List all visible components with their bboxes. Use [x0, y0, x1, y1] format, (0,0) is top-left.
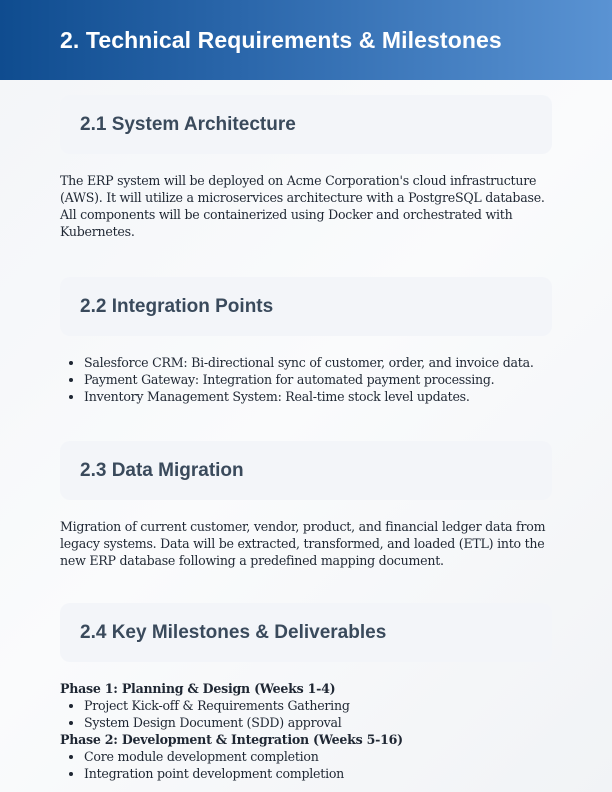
list-item: • Core module development completion	[84, 748, 552, 765]
integration-list	[60, 354, 552, 405]
document-body	[0, 80, 612, 782]
section-heading-box	[60, 277, 552, 336]
list-item: • Integration point development completion	[84, 765, 552, 782]
phase-list	[60, 748, 552, 782]
section-heading: 2.4 Key Milestones & Deliverables	[80, 621, 387, 643]
list-item: • System Design Document (SDD) approval	[84, 714, 552, 731]
page-title: 2. Technical Requirements & Milestones	[60, 26, 502, 53]
section-paragraph: The ERP system will be deployed on Acme Corporation's cloud infrastructure (AWS). It will utilize a microservices architecture with a PostgreSQL database. All components will be containerized using Docker and orchestrated with Kubernetes.	[60, 173, 545, 239]
section-heading: 2.2 Integration Points	[80, 295, 274, 317]
list-item: • Payment Gateway: Integration for automated payment processing.	[84, 371, 552, 388]
section-system-architecture	[60, 95, 552, 240]
section-heading-box	[60, 603, 552, 662]
list-item: • Inventory Management System: Real-time stock level updates.	[84, 388, 552, 405]
phase-title: Phase 1: Planning & Design (Weeks 1-4)	[60, 681, 336, 696]
section-milestones	[60, 603, 552, 782]
phase-list	[60, 697, 552, 731]
section-heading-box	[60, 95, 552, 154]
section-heading: 2.1 System Architecture	[80, 113, 296, 135]
section-heading: 2.3 Data Migration	[80, 459, 244, 481]
page-header	[0, 0, 612, 80]
list-item: • Salesforce CRM: Bi-directional sync of customer, order, and invoice data.	[84, 354, 552, 371]
phase-title: Phase 2: Development & Integration (Weeks 5-16)	[60, 732, 403, 747]
section-heading-box	[60, 441, 552, 500]
section-paragraph: Migration of current customer, vendor, product, and financial ledger data from legacy systems. Data will be extracted, transformed, and loaded (ETL) into the new ERP database following a predefined mapping document.	[60, 519, 546, 568]
section-integration-points	[60, 277, 552, 405]
list-item: • Project Kick-off & Requirements Gathering	[84, 697, 552, 714]
section-data-migration	[60, 441, 552, 569]
